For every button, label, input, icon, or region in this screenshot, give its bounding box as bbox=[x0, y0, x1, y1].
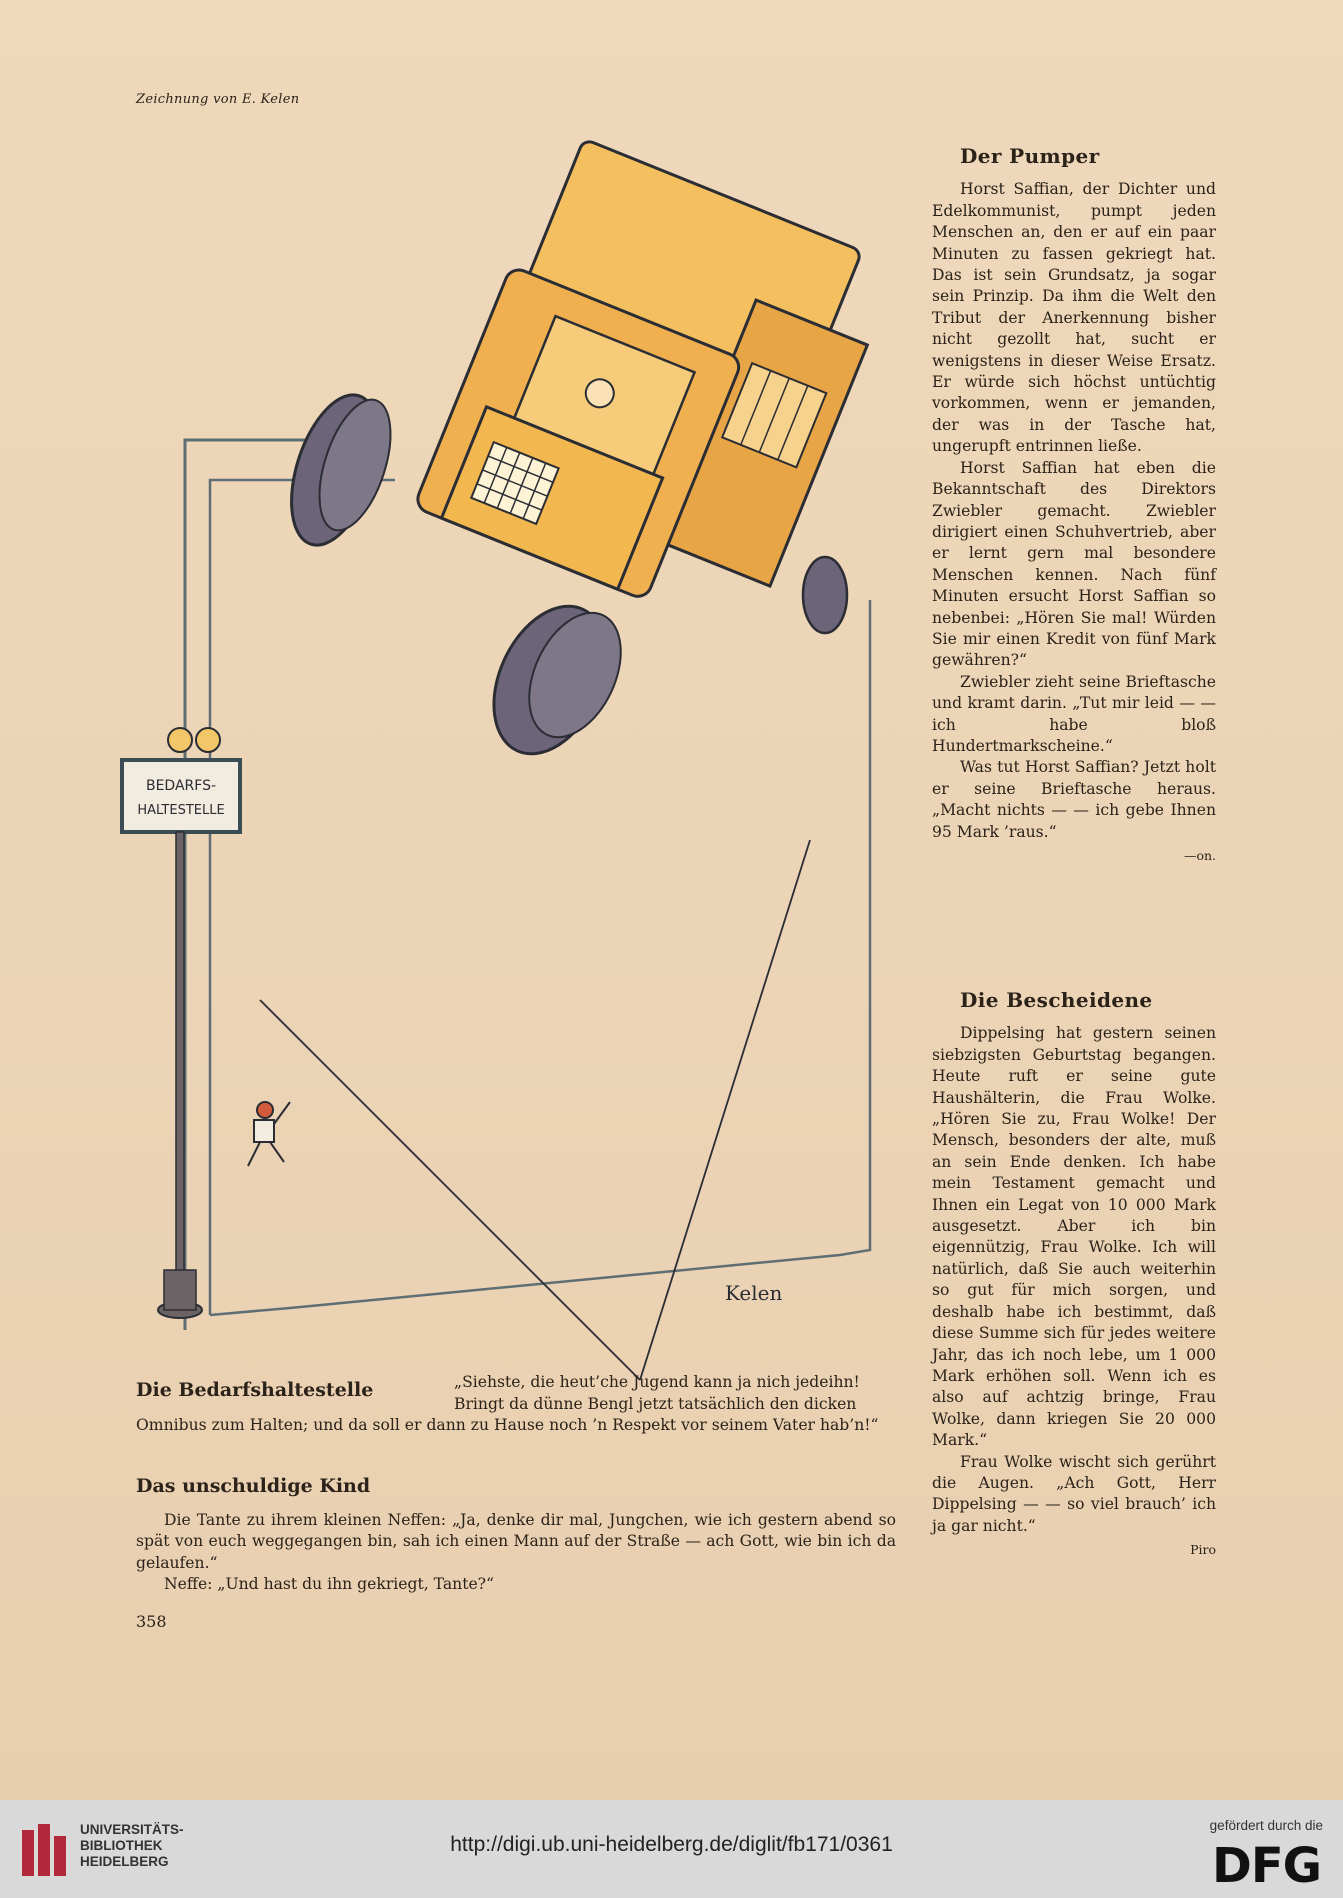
bus-stop-illustration bbox=[137, 120, 910, 1345]
paragraph: Horst Saffian, der Dichter und Edelkommunist, pumpt jeden Menschen an, den er auf ein paar Minuten zu fassen gekriegt hat. Das ist sein Grundsatz, ja sogar sein Prinzip. Da ihm die Welt den Tribut der Anerkennung bisher nicht gezollt hat, sucht er wenigstens in dieser Weise Ersatz. Er würde sich höchst untüchtig vorkommen, wenn er jemanden, der was in der Tasche hat, ungerupft entrinnen ließe. bbox=[932, 180, 1216, 456]
stop-post bbox=[176, 832, 184, 1272]
stop-sign bbox=[122, 760, 240, 832]
paragraph: Horst Saffian hat eben die Bekanntschaft des Direktors Zwiebler gemacht. Zwiebler dirigiert einen Schuhvertrieb, aber er lernt gern mal besondere Menschen kennen. Nach fünf Minuten ersucht Horst Saffian so nebenbei: „Hören Sie mal! Würden Sie mir einen Kredit von fünf Mark gewähren?“ bbox=[932, 458, 1216, 670]
dfg-logo: DFG bbox=[1211, 1838, 1321, 1894]
caption-quote-line1: „Siehste, die heut’che Jugend kann ja nich jedeihn! Bringt da dünne Bengl jetzt tatsächlich den dicken bbox=[454, 1373, 860, 1413]
boy-figure bbox=[248, 1102, 290, 1166]
funding-caption: gefördert durch die bbox=[1209, 1818, 1323, 1833]
story-title: Die Bescheidene bbox=[960, 988, 1153, 1012]
wire-frame-inner bbox=[210, 480, 395, 1315]
source-url-link[interactable]: http://digi.ub.uni-heidelberg.de/diglit/fb171/0361 bbox=[450, 1833, 893, 1856]
caption-title: Die Bedarfshaltestelle bbox=[136, 1379, 374, 1401]
wire-frame-outer bbox=[185, 440, 390, 1330]
paragraph: Frau Wolke wischt sich gerührt die Augen. „Ach Gott, Herr Dippelsing — — so viel brauch’ ich ja gar nicht.“ bbox=[932, 1452, 1216, 1535]
illustration-credit: Zeichnung von E. Kelen bbox=[136, 92, 300, 107]
illustration-caption bbox=[136, 1372, 896, 1437]
stop-sign-line2: HALTESTELLE bbox=[137, 803, 225, 818]
author-signature: Piro bbox=[1190, 1542, 1216, 1558]
paragraph: Zwiebler zieht seine Brieftasche und kramt darin. „Tut mir leid — — ich habe bloß Hundertmarkscheine.“ bbox=[932, 672, 1216, 755]
caption-quote-line2: Omnibus zum Halten; und da soll er dann zu Hause noch ’n Respekt vor seinem Vater hab’n!“ bbox=[136, 1416, 879, 1435]
paragraph: Neffe: „Und hast du ihn gekriegt, Tante?“ bbox=[164, 1575, 495, 1594]
story-title: Der Pumper bbox=[960, 144, 1100, 168]
paragraph: Dippelsing hat gestern seinen siebzigsten Geburtstag begangen. Heute ruft er seine gute Haushälterin, die Frau Wolke. „Hören Sie zu, Frau Wolke! Der Mensch, besonders der alte, muß an sein Ende denken. Ich habe mein Testament gemacht und Ihnen ein Legat von 10 000 Mark ausgesetzt. Aber ich bin eigennützig, Frau Wolke. Ich will natürlich, daß Sie auch weiterhin so gut für mich sorgen, und deshalb habe ich bestimmt, daß diese Summe sich für jedes weitere Jahr, das ich noch lebe, um 1 000 Mark erhöhen soll. Wenn ich es also auf achtzig bringe, Frau Wolke, dann kriegen Sie 20 000 Mark.“ bbox=[932, 1024, 1216, 1450]
page-number: 358 bbox=[136, 1612, 167, 1631]
tire-rear bbox=[803, 557, 847, 633]
stop-sign-line1: BEDARFS- bbox=[145, 778, 217, 794]
stop-lamp-right bbox=[196, 728, 220, 752]
library-name: UNIVERSITÄTS- BIBLIOTHEK HEIDELBERG bbox=[80, 1822, 184, 1869]
paragraph: Was tut Horst Saffian? Jetzt holt er seine Brieftasche heraus. „Macht nichts — — ich gebe Ihnen 95 Mark ’raus.“ bbox=[932, 758, 1216, 841]
stop-lamp-left bbox=[168, 728, 192, 752]
author-signature: —on. bbox=[1183, 848, 1216, 863]
story-der-pumper bbox=[932, 146, 1216, 866]
artist-signature: Kelen bbox=[725, 1281, 783, 1305]
paragraph: Die Tante zu ihrem kleinen Neffen: „Ja, denke dir mal, Jungchen, wie ich gestern abend so spät von euch weggegangen bin, sah ich einen Mann auf der Straße — ach Gott, wie bin ich da gelaufen.“ bbox=[136, 1510, 896, 1572]
rope-line bbox=[260, 1000, 640, 1380]
story-das-unschuldige-kind bbox=[136, 1476, 896, 1596]
digitization-footer bbox=[0, 1800, 1343, 1898]
story-title: Das unschuldige Kind bbox=[136, 1475, 371, 1497]
story-die-bescheidene bbox=[932, 990, 1216, 1561]
